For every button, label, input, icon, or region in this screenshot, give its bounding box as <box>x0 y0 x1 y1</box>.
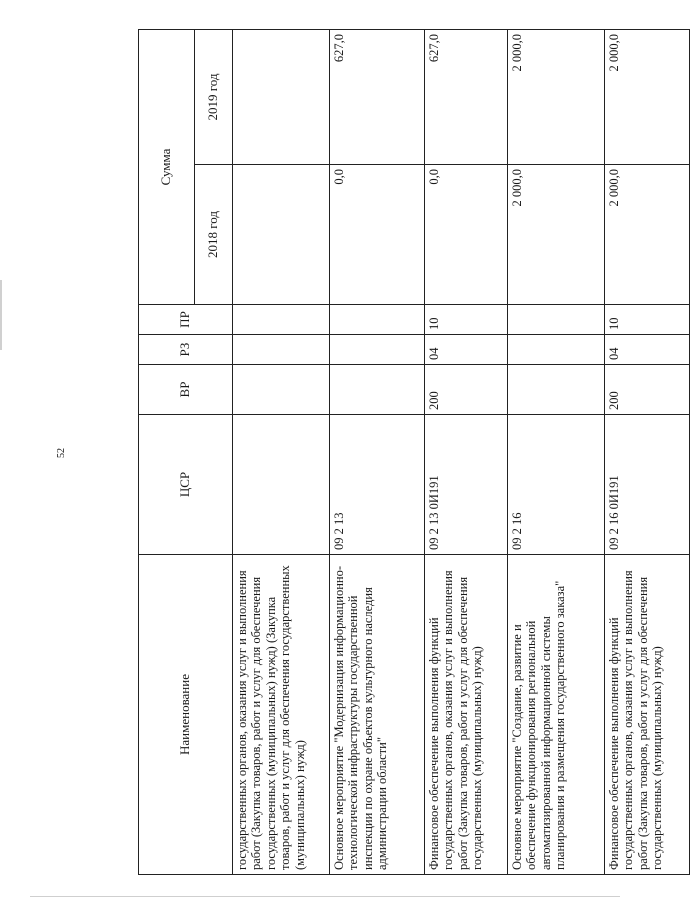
rotated-page-content <box>138 30 665 875</box>
scan-bottom-line <box>30 896 620 897</box>
cell-year-2019: 627,0 <box>425 30 508 165</box>
cell-year-2018: 0,0 <box>330 165 425 305</box>
cell-vr <box>330 365 425 415</box>
cell-csr: 09 2 16 <box>508 415 605 555</box>
header-pr: ПР <box>139 305 233 335</box>
cell-name: Основное мероприятие "Модернизация информационно-технологической инфраструктуры государственной инспекции по охране объектов культурного наследия администрации области" <box>330 555 425 875</box>
cell-csr <box>233 415 330 555</box>
cell-year-2018: 0,0 <box>425 165 508 305</box>
header-name: Наименование <box>139 555 233 875</box>
table-row <box>233 30 330 875</box>
cell-pr <box>508 305 605 335</box>
table-header-row <box>139 30 195 875</box>
cell-vr <box>508 365 605 415</box>
header-rz: РЗ <box>139 335 233 365</box>
cell-name: государственных органов, оказания услуг и выполнения работ (Закупка товаров, работ и услуг для обеспечения государственных (муниципальных) нужд) (Закупка товаров, работ и услуг для обеспечения государственных (муниципальных) нужд) <box>233 555 330 875</box>
cell-csr: 09 2 13 0И191 <box>425 415 508 555</box>
cell-vr: 200 <box>605 365 690 415</box>
cell-rz <box>508 335 605 365</box>
cell-rz: 04 <box>605 335 690 365</box>
scan-edge-line <box>0 280 2 350</box>
header-sum: Сумма <box>139 30 195 305</box>
cell-year-2019: 627,0 <box>330 30 425 165</box>
cell-csr: 09 2 16 0И191 <box>605 415 690 555</box>
cell-csr: 09 2 13 <box>330 415 425 555</box>
cell-year-2018: 2 000,0 <box>605 165 690 305</box>
table-row <box>605 30 690 875</box>
cell-year-2019: 2 000,0 <box>508 30 605 165</box>
header-year-2019: 2019 год <box>195 30 233 165</box>
cell-pr <box>330 305 425 335</box>
cell-name: Финансовое обеспечение выполнения функций государственных органов, оказания услуг и выполнения работ (Закупка товаров, работ и услуг для обеспечения государственных (муниципальных) нужд) <box>605 555 690 875</box>
page-number: 52 <box>56 448 67 458</box>
header-vr: ВР <box>139 365 233 415</box>
table-row <box>425 30 508 875</box>
cell-year-2018: 2 000,0 <box>508 165 605 305</box>
cell-pr <box>233 305 330 335</box>
cell-year-2018 <box>233 165 330 305</box>
table-row <box>330 30 425 875</box>
header-year-2018: 2018 год <box>195 165 233 305</box>
cell-rz: 04 <box>425 335 508 365</box>
cell-pr: 10 <box>605 305 690 335</box>
cell-year-2019: 2 000,0 <box>605 30 690 165</box>
cell-vr: 200 <box>425 365 508 415</box>
cell-rz <box>233 335 330 365</box>
table-row <box>508 30 605 875</box>
cell-rz <box>330 335 425 365</box>
cell-vr <box>233 365 330 415</box>
header-csr: ЦСР <box>139 415 233 555</box>
cell-name: Финансовое обеспечение выполнения функций государственных органов, оказания услуг и выполнения работ (Закупка товаров, работ и услуг для обеспечения государственных (муниципальных) нужд) <box>425 555 508 875</box>
cell-name: Основное мероприятие "Создание, развитие и обеспечение функционирования региональной автоматизированной информационной системы планирования и размещения государственного заказа" <box>508 555 605 875</box>
cell-pr: 10 <box>425 305 508 335</box>
cell-year-2019 <box>233 30 330 165</box>
budget-table <box>138 29 690 875</box>
